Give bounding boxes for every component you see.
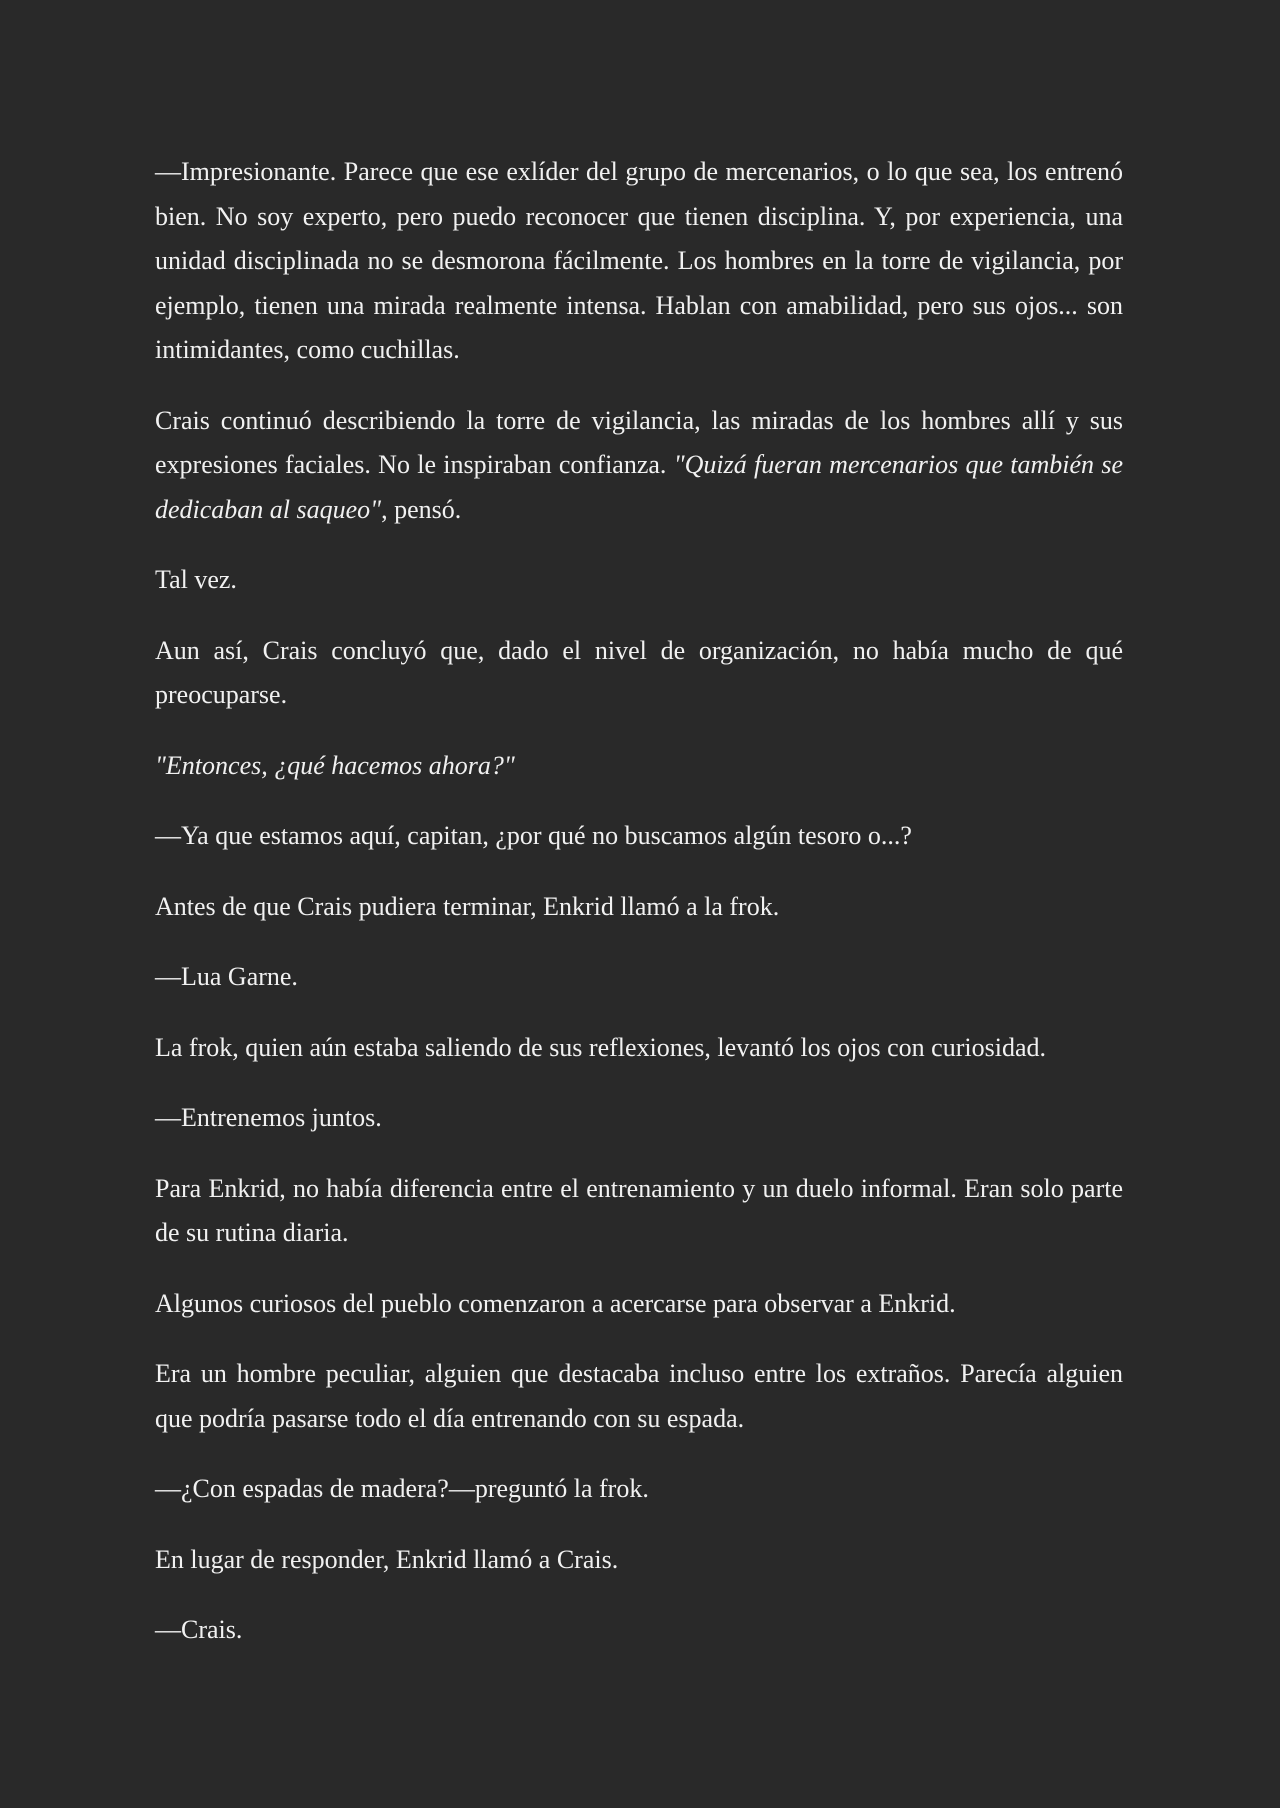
paragraph-9	[155, 1026, 1123, 1071]
italic-thought: "Entonces, ¿qué hacemos ahora?"	[155, 750, 515, 780]
text: Algunos curiosos del pueblo comenzaron a acercarse para observar a Enkrid.	[155, 1288, 956, 1318]
paragraph-13	[155, 1352, 1123, 1441]
text: En lugar de responder, Enkrid llamó a Crais.	[155, 1544, 619, 1574]
text: —Entrenemos juntos.	[155, 1103, 382, 1132]
paragraph-6	[155, 814, 1123, 859]
paragraph-12	[155, 1282, 1123, 1327]
text: Para Enkrid, no había diferencia entre el entrenamiento y un duelo informal. Eran solo parte de su rutina diaria.	[155, 1173, 1123, 1247]
text: —Ya que estamos aquí, capitan, ¿por qué no buscamos algún tesoro o...?	[155, 821, 912, 850]
paragraph-7	[155, 885, 1123, 930]
text: —Crais.	[155, 1615, 243, 1644]
text: —Impresionante. Parece que ese exlíder del grupo de mercenarios, o lo que sea, los entrenó bien. No soy experto, pero puedo reconocer que tienen disciplina. Y, por experiencia, una unidad disciplinada no se desmorona fácilmente. Los hombres en la torre de vigilancia, por ejemplo, tienen una mirada realmente intensa. Hablan con amabilidad, pero sus ojos... son intimidantes, como cuchillas.	[155, 157, 1123, 364]
paragraph-11	[155, 1167, 1123, 1256]
paragraph-8	[155, 955, 1123, 1000]
text: Antes de que Crais pudiera terminar, Enkrid llamó a la frok.	[155, 891, 780, 921]
text: , pensó.	[381, 494, 462, 524]
text: Tal vez.	[155, 565, 237, 594]
paragraph-4	[155, 629, 1123, 718]
italic-thought: "Quizá fueran mercenarios que también se dedicaban al saqueo"	[155, 450, 1123, 524]
paragraph-14	[155, 1467, 1123, 1512]
paragraph-5	[155, 744, 1123, 789]
paragraph-10	[155, 1096, 1123, 1141]
text: Aun así, Crais concluyó que, dado el nivel de organización, no había mucho de qué preocuparse.	[155, 635, 1123, 709]
text: Crais continuó describiendo la torre de vigilancia, las miradas de los hombres allí y sus expresiones faciales. No le inspiraban confianza.	[155, 405, 1123, 479]
paragraph-1	[155, 150, 1123, 373]
text: Era un hombre peculiar, alguien que destacaba incluso entre los extraños. Parecía alguien que podría pasarse todo el día entrenando con su espada.	[155, 1359, 1123, 1433]
paragraph-2	[155, 399, 1123, 533]
text: La frok, quien aún estaba saliendo de sus reflexiones, levantó los ojos con curiosidad.	[155, 1032, 1046, 1062]
paragraph-15	[155, 1538, 1123, 1583]
paragraph-16	[155, 1608, 1123, 1653]
text: —¿Con espadas de madera?—preguntó la frok.	[155, 1474, 649, 1503]
text: —Lua Garne.	[155, 962, 298, 991]
reader-page	[155, 150, 1123, 1653]
paragraph-3	[155, 558, 1123, 603]
